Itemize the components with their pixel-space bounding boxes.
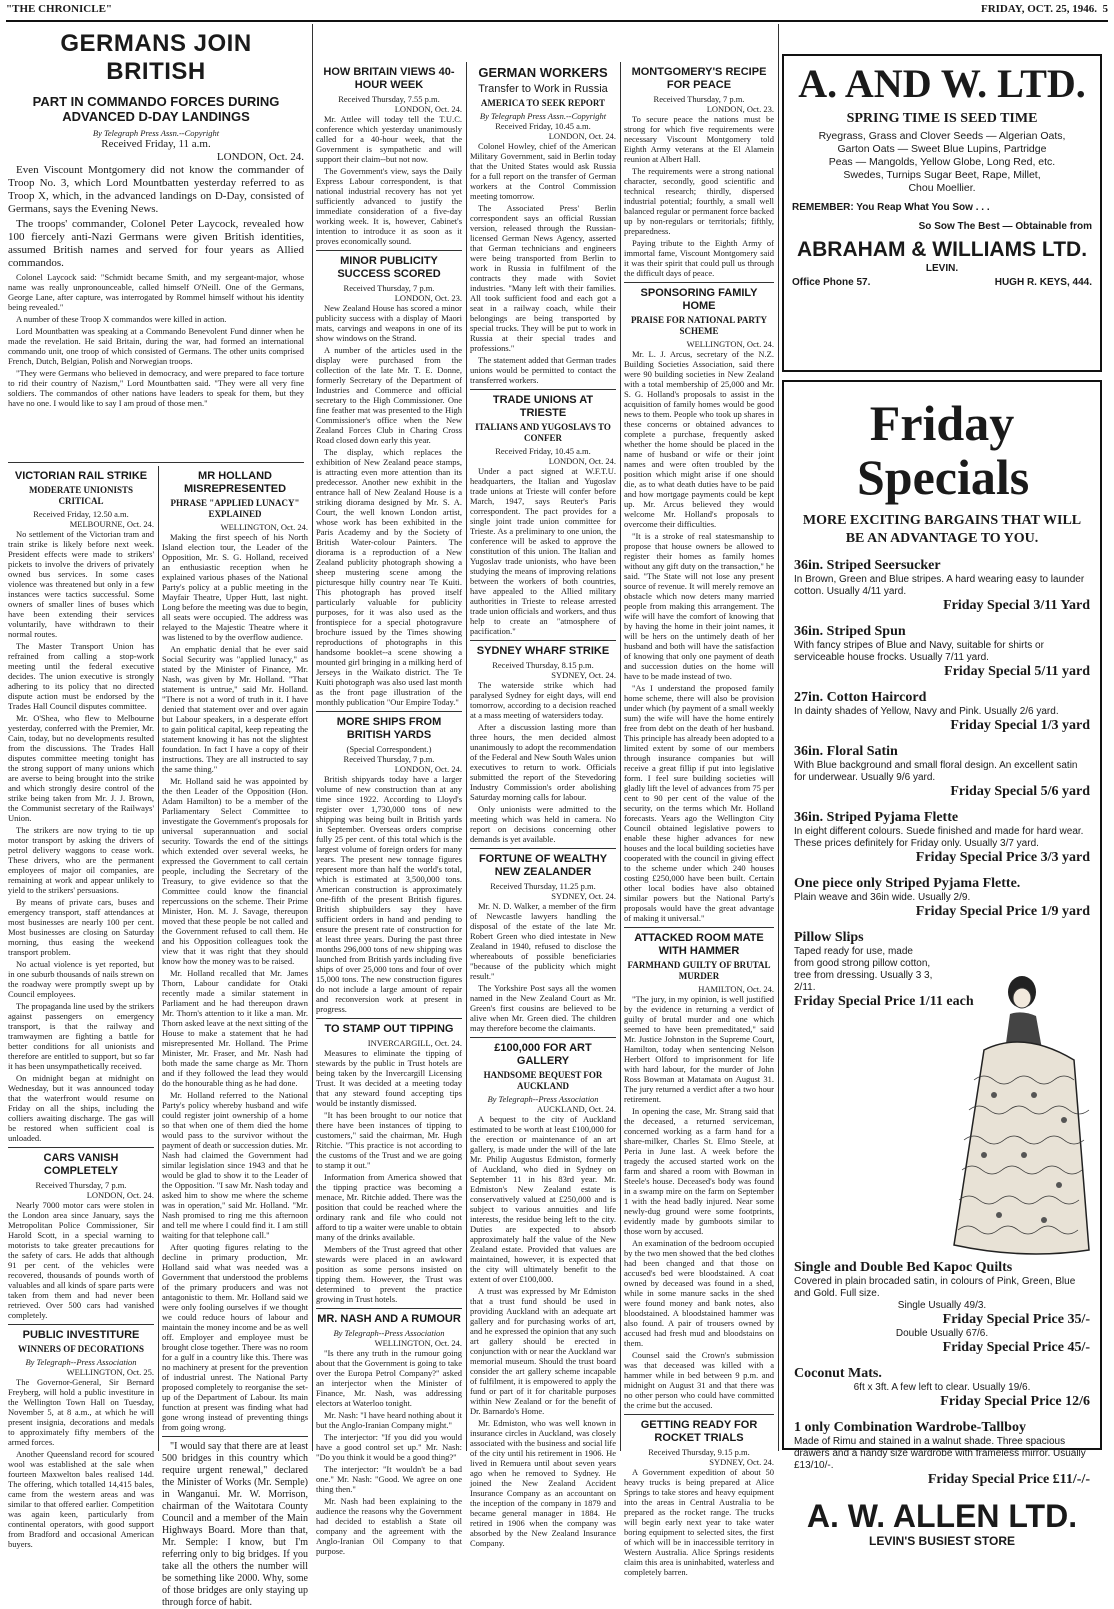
attacked-subhead: FARMHAND GUILTY OF BRUTAL MURDER	[627, 960, 771, 981]
fortyhour-headline: HOW BRITAIN VIEWS 40-HOUR WEEK	[323, 66, 455, 91]
divider	[470, 848, 616, 849]
railstrike-p5: By means of private cars, buses and emergency transport, staff attendances at most businesses are nearly 100 per cent. Most businesses are closing on Saturday morning, thus easing the weekend transport problem.	[8, 897, 154, 957]
attacked-p1: "The jury, in my opinion, is well justified by the evidence in returning a verdict of guilty of brutal murder and one which seemed to have been premeditated," said Mr. Justice Johnston in the Supreme Court, Hamilton, today when sentencing Nelson Herbert Olford to imprisonment for life with hard labour, for the murder of John Ross Bowman at Matamata on August 31. The jury returned a verdict after a two hour retirement.	[624, 994, 774, 1104]
specials-item-price: Friday Special Price 3/3 yard	[915, 850, 1090, 865]
seed-ad-line-4: Swedes, Turnips Sugar Beet, Rape, Millet,	[843, 169, 1041, 181]
holland-p5: Mr. Holland referred to the National Party's policy whereby husband and wife could register joint ownership of a home so that when one of them died the home would pass to the survivor without the payment of death or succession duties. Mr. Nash had claimed the Government had similar legislation since 1943 and that he would be glad to show it to the Leader of the Opposition. "I saw Mr. Nash today and asked him to show me where the scheme was in operation," said Mr. Holland. "Mr. Nash promised to ring me this afternoon and tell me where I could find it. I am still waiting for that telephone call."	[162, 1090, 308, 1240]
commando-p1: Even Viscount Montgomery did not know the commander of Troop No. 3, which Lord Mountbatten yesterday referred to as Troop X, which, in the advanced landings on D-Day, consisted of Germans, says the Evening News.	[8, 164, 304, 215]
specials-item	[794, 624, 1090, 680]
montgomery-p2: The requirements were a strong national character, secondly, good scientific and technical research; thirdly, dispersed industrial potential; fourthly, a small well balanced regular or permanent force backed up by non-regulars or territorials; fifthly, preparedness.	[624, 166, 774, 236]
fortune-p1: Mr. N. D. Walker, a member of the firm of Newcastle lawyers handling the disposal of the estate of the late Mr. Robert Green who died intestate in New Zealand in 1940, refused to disclose the whereabouts of possible beneficiaries "because of the publicity which might result."	[470, 901, 616, 981]
tipping-p4: Members of the Trust agreed that other stewards were placed in an awkward position as some persons insisted on tipping them. However, the Trust was determined to prevent the practice growing in Trust hotels.	[316, 1244, 462, 1304]
specials-item-price: Friday Special 3/11 Yard	[943, 598, 1090, 613]
germanworkers-p1: Colonel Howley, chief of the American Military Government, said in Berlin today that the United States would ask Russia for a full report on the transfer of German workers at the Control Commission meeting tomorrow.	[470, 141, 616, 201]
wharf-p1: The waterside strike which had paralysed Sydney for eight days, will end tomorrow, according to a decision reached at a mass meeting of watersiders today.	[470, 680, 616, 720]
germanworkers-subhead: Transfer to Work in Russia	[478, 83, 608, 95]
commando-rule	[8, 462, 304, 463]
fortune-dateline: SYDNEY, Oct. 24.	[551, 891, 616, 901]
trieste-subhead: ITALIANS AND YUGOSLAVS TO CONFER	[475, 422, 611, 443]
commando-received: Received Friday, 11 a.m.	[101, 138, 211, 150]
column-4	[470, 62, 616, 1548]
gallery-dateline: AUCKLAND, Oct. 24.	[536, 1104, 616, 1114]
wharf-headline: SYDNEY WHARF STRIKE	[476, 645, 610, 657]
divider	[316, 250, 462, 251]
nash-dateline: WELLINGTON, Oct. 24.	[374, 1338, 462, 1348]
holland-p3: Mr. Holland said he was appointed by the then Leader of the Opposition (Hon. Adam Hamilton) to be a member of the Parliamentary Select Committee to investigate the Government's proposals for universal superannuation and social security. Towards the end of the sittings which extended over several weeks, he expressed the Government to call certain people, including the Secretary of the Treasury, to give evidence so that the Committee could know the financial repercussions on the scheme. Their Prime Minister, Hon. M. J. Savage, thereupon moved that these people be not called and the Government refused to call them. He and his Opposition colleagues took the view that it was right that they should know how the money was to be raised.	[162, 776, 308, 966]
nash-byline: By Telegraph--Press Association	[333, 1328, 445, 1338]
commando-byline: By Telegraph Press Assn.--Copyright	[92, 128, 220, 138]
column-rule	[312, 24, 313, 1451]
railstrike-p2: The Master Transport Union has refrained from calling a stop-work meeting until the federal executive decides. The union executive is strongly adhering to its policy that no directed dispute action must be endorsed by the Trades Hall Council disputes committee.	[8, 641, 154, 711]
allen-store-name: A. W. ALLEN LTD.	[806, 1498, 1078, 1534]
seed-ad-line-2: Garton Oats — Sweet Blue Lupins, Partridge	[837, 143, 1047, 155]
railstrike-p1: No settlement of the Victorian tram and train strike is likely before next week. President effects were made to strikers' pickets to involve the drivers of privately owned bus services. In some cases violence was threatened but only in a few instances were tactics successful. Some owners of smaller lines of buses which have been extending their services voluntarily, have withdrawn to their normal routes.	[8, 529, 154, 639]
commando-article	[8, 24, 304, 470]
holland-dateline: WELLINGTON, Oct. 24.	[220, 522, 308, 532]
gallery-p1: A bequest to the city of Auckland estimated to be worth at least £100,000 for the erection or maintenance of an art gallery, is made under the will of the late Mr. Philip Augustus Edmiston, formerly of Auckland, who died in Sydney on September 11 in his 83rd year. Mr. Edmiston's New Zealand estate is conservatively valued at £250,000 and is subject to various annuities and life interests, the residue being left to the city. Duties are expected to absorb approximately half the value of the New Zealand estate. Provided that values are maintained, however, it is expected that the city will ultimately benefit to the extent of over £100,000.	[470, 1114, 616, 1284]
seed-ad-phone: Office Phone 57.	[792, 277, 871, 288]
column-rule	[158, 466, 159, 1451]
sponsoring-p2: "It is a stroke of real statesmanship to propose that house owners be allowed to register their homes as family homes without any gift duty on the transaction," he said. "The State will not lose any present source of revenue. It will merely remove an obstacle which now deters many married people from making this arrangement. The wife will have the comfort of knowing that by having the home in their joint names, it will be hers on the untimely death of her husband and both will have the satisfaction of knowing that only one payment of death and succession duties on the home will have to be made instead of two.	[624, 531, 774, 681]
nash-p2: Mr. Nash: "I have heard nothing about it but the Anglo-Iranian Company might."	[316, 1410, 462, 1430]
germanworkers-subhead2: AMERICA TO SEEK REPORT	[480, 98, 606, 108]
nash-p3: The interjector: "If you did you would have a good control set up." Mr. Nash: "Do you think it would be a good thing?"	[316, 1432, 462, 1462]
specials-item	[794, 558, 1090, 614]
fortyhour-received: Received Thursday, 7.55 p.m.	[338, 94, 440, 104]
ships-received: Received Thursday, 7 p.m.	[343, 754, 435, 764]
specials-item-desc: With fancy stripes of Blue and Navy, suitable for shirts or serviceable house frocks. Usually 7/11 yard.	[794, 640, 1044, 663]
ships-headline: MORE SHIPS FROM BRITISH YARDS	[336, 716, 442, 741]
sponsoring-dateline: WELLINGTON, Oct. 24.	[686, 339, 774, 349]
specials-item-name: 36in. Floral Satin	[794, 744, 898, 759]
divider	[8, 1147, 154, 1148]
sponsoring-headline: SPONSORING FAMILY HOME	[640, 287, 758, 312]
specials-item-price: Friday Special 1/3 yard	[950, 718, 1090, 733]
column-3	[316, 62, 462, 1556]
publicity-p3: The display, which replaces the exhibition of New Zealand peace stamps, is attracting even more attention than its predecessor. Another new exhibit in the entrance hall of New Zealand House is a striking diorama designed by Mr. S. A. Court, the well known London artist, whose work has been exhibited in the Paris Academy and by the Society of British Water-colour Painters. The diorama is a reproduction of a New Zealand publicity photograph showing a sheep mustering scene among the picturesque hilly country near Te Kuiti. This photograph has proved itself particularly valuable for publicity purposes, for it was also used as the frontispiece for a special photogravure brochure issued by the Times showing reproductions of photographs in this handsome booklet--a scene showing a mounted girl bringing in a milking herd of Jerseys in the Waikato district. The Te Kuiti photograph was also used last month as the front page illustration of the monthly publication "Our Empire Today."	[316, 447, 462, 707]
quilt-double: Double Usually 67/6.	[895, 1328, 989, 1339]
column-rule	[466, 62, 467, 1451]
nash-headline: MR. NASH AND A RUMOUR	[317, 1313, 461, 1325]
pillow-desc: Taped ready for use, made from good strong pillow cotton, tree from dressing. Usually 3 3, 2/11.	[794, 946, 933, 993]
cars-p1: Nearly 7000 motor cars were stolen in the London area since January, says the Metropolitan Police Commissioner, Sir Harold Scott, in a special warning to motorists to take greater precautions for the safety of cars. He adds that although 91 per cent. of the vehicles were recovered, thousands of pounds worth of valuables and all kinds of spare parts were taken from them and had never been retrieved. Over 500 cars had vanished completely.	[8, 1200, 154, 1320]
seed-ad-line-1: Ryegrass, Grass and Clover Seeds — Algerian Oats,	[818, 130, 1066, 142]
specials-item-desc: In dainty shades of Yellow, Navy and Pink. Usually 2/6 yard.	[794, 706, 1059, 717]
publicity-p2: A number of the articles used in the display were purchased from the collection of the late Mr. T. E. Donne, formerly Secretary of the Department of Industries and Commerce and official secretary to the High Commissioner. One fine feather mat was presented to the High Commissioner's office when the New Zealand Forces Club in Charing Cross Road closed down early this year.	[316, 345, 462, 445]
seed-ad-remind-2: So Sow The Best — Obtainable from	[918, 221, 1092, 232]
specials-item-desc: In eight different colours. Suede finished and made for hard wear. These prices definitely for Friday only. Usually 3/7 yard.	[794, 826, 1084, 849]
rocket-headline: GETTING READY FOR ROCKET TRIALS	[640, 1419, 758, 1444]
cars-received: Received Thursday, 7 p.m.	[35, 1180, 127, 1190]
specials-item-name: One piece only Striped Pyjama Flette.	[794, 876, 1021, 891]
nash-p5: Mr. Nash had been explaining to the audience the reasons why the Government had decided to establish a State oil company and the agreement with the Anglo-Iranian Oil Company to that purpose.	[316, 1496, 462, 1556]
nash-p4: The interjector: "It wouldn't be a bad one." Mr. Nash: "Good. We agree on one thing then."	[316, 1464, 462, 1494]
specials-item-price: Friday Special Price 1/9 yard	[915, 904, 1090, 919]
column-rule	[620, 62, 621, 1451]
wharf-p2: After a discussion lasting more than three hours, the men decided almost unanimously to adopt the recommendation of the Federal and New South Wales union executives to return to work. Officials submitted the report of the Stevedoring Industry Commission's order abolishing Saturday morning calls for labour.	[470, 722, 616, 802]
specials-lower-block	[794, 930, 1090, 1260]
divider	[316, 1018, 462, 1019]
quilt-item	[794, 1260, 1090, 1356]
railstrike-dateline: MELBOURNE, Oct. 24.	[69, 519, 154, 529]
gallery-p3: Mr. Edmiston, who was well known in insurance circles in Auckland, was closely associated with the business and social life of the city until his retirement in 1906. He lived in Remuera until about seven years ago when he removed to Sydney. He joined the New Zealand Accident Insurance Company as an accountant on the inception of the company in 1879 and became general manager in 1884. He retired in 1906 when the company was absorbed by the New Zealand Insurance Company.	[470, 1418, 616, 1548]
specials-item-desc: With Blue background and small floral design. An excellent satin for underwear. Usually 9/6 yard.	[794, 760, 1078, 783]
germanworkers-headline: GERMAN WORKERS	[478, 65, 608, 80]
specials-item-desc: Plain weave and 36in wide. Usually 2/9.	[794, 892, 971, 903]
pillow-name: Pillow Slips	[794, 930, 864, 945]
investiture-dateline: WELLINGTON, Oct. 25.	[66, 1367, 154, 1377]
wharf-p3: Only unionists were admitted to the meeting which was held in camera. No report on decisions concerning other demands is yet available.	[470, 804, 616, 844]
fortune-p2: The Yorkshire Post says all the women named in the New Zealand Court as Mr. Green's first cousins are believed to be alive when Mr. Green died. The children may therefore become the claimants.	[470, 983, 616, 1033]
montgomery-headline: MONTGOMERY'S RECIPE FOR PEACE	[631, 66, 767, 91]
mats-item	[794, 1366, 1090, 1410]
gallery-subhead: HANDSOME BEQUEST FOR AUCKLAND	[483, 1070, 603, 1091]
rocket-p1: A Government expedition of about 50 heavy trucks is being prepared at Alice Springs to take stores and heavy equipment into the areas in Central Australia to be prepared as the rocket range. The trucks will begin early next year to take water boring equipment to selected sites, the first of which will be in inaccessible territory in Western Australia. Alice Springs residents claim this area is uninhabited, waterless and completely barren.	[624, 1467, 774, 1577]
divider	[470, 389, 616, 390]
masthead	[6, 3, 1108, 19]
tallboy-price: Friday Special Price £11/-/-	[927, 1472, 1090, 1487]
seed-ad-line-5: Chou Moellier.	[908, 182, 976, 194]
fortune-received: Received Thursday, 11.25 p.m.	[490, 881, 596, 891]
commando-p4: A number of these Troop X commandos were killed in action.	[16, 314, 227, 324]
investiture-subhead: WINNERS OF DECORATIONS	[17, 1344, 145, 1354]
specials-title: Friday Specials	[857, 395, 1030, 505]
tipping-p3: Information from America showed that the tipping practice was becoming a menace, Mr. Ritchie added. There was the position that could be reached where the ordinary rank and file who could not afford to tip a waiter were unable to obtain many of the drinks available.	[316, 1172, 462, 1242]
gallery-p2: A trust was expressed by Mr Edmiston that a trust fund should be used in providing Auckland with an adequate art gallery and for purchasing works of art, and he expressed the opinion that any such art gallery should be erected in conjunction with or near the Auckland war memorial museum. Should the trust board consider the art gallery scheme incapable of fulfilment, it is empowered to apply the fund or part of it for charitable purposes within New Zealand or for the benefit of Dr. Barnardo's Home.	[470, 1286, 616, 1416]
investiture-headline: PUBLIC INVESTITURE	[22, 1329, 140, 1341]
attacked-dateline: HAMILTON, Oct. 24.	[698, 984, 774, 994]
divider	[316, 711, 462, 712]
column-2	[162, 466, 308, 1608]
mats-desc: 6ft x 3ft. A few left to clear. Usually 19/6.	[853, 1382, 1031, 1393]
mats-name: Coconut Mats.	[794, 1366, 882, 1381]
germanworkers-received: Received Friday, 10.45 a.m.	[495, 121, 591, 131]
railstrike-p4: The strikers are now trying to tie up motor transport by asking the drivers of petrol delivery waggons to cease work. These drivers, who are the permanent employees of major oil companies, are remaining at work and appear unlikely to yield to the strikers' persuasions.	[8, 825, 154, 895]
attacked-p4: Counsel said the Crown's submission was that deceased was killed with a hammer while in bed between 9 p.m. and midnight on August 31 and that there was no other person who could have committed the crime but the accused.	[624, 1350, 774, 1410]
attacked-headline: ATTACKED ROOM MATE WITH HAMMER	[634, 932, 764, 957]
ships-p1: British shipyards today have a larger volume of new construction than at any time since 1922. According to Lloyd's register over 1,730,000 tons of new shipping was being built in British yards in September. Overseas orders comprise fully 25 per cent. of this total which is the largest volume of foreign orders for many years. The present new tonnage figures represent more than half the world's total, which is estimated at 3,500,000 tons. American construction is approximately one-fifth of the present British figures. British shipbuilders say they have sufficient orders in hand and pending to ensure the present rate of construction for at least three years. During the past three months 296,000 tons of new shipping was launched from British yards including five ships of over 25,000 tons and four of over 15,000 tons. The new construction figures do not include a large amount of repair and reconversion work at present in progress.	[316, 774, 462, 1014]
germanworkers-p2: The Associated Press' Berlin correspondent says an official Russian version, released through the Russian-licensed German News Agency, asserted that German technicians and engineers were being transported from Berlin to work in Russia in fulfilment of the contracts they made with Soviet industries. "Many left with their families. All took sufficient food and each got a seat in a railway coach, while their belongings are being transported by special trucks. They will be put to work in Russia at their special trades and professions."	[470, 203, 616, 353]
germanworkers-dateline: LONDON, Oct. 24.	[548, 131, 616, 141]
specials-item-name: 27in. Cotton Haircord	[794, 690, 927, 705]
investiture-byline: By Telegraph--Press Association	[25, 1357, 137, 1367]
seed-ad-store: ABRAHAM & WILLIAMS LTD.	[796, 238, 1088, 261]
commando-dateline: LONDON, Oct. 24.	[216, 151, 304, 163]
commando-subhead: PART IN COMMANDO FORCES DURING ADVANCED D-DAY LANDINGS	[32, 94, 280, 124]
rocket-received: Received Thursday, 9.15 p.m.	[648, 1447, 750, 1457]
quilt-name: Single and Double Bed Kapoc Quilts	[794, 1260, 1013, 1275]
divider	[316, 1308, 462, 1309]
specials-item-price: Friday Special 5/11 yard	[944, 664, 1090, 679]
railstrike-subhead: MODERATE UNIONISTS CRITICAL	[28, 485, 134, 506]
specials-item-desc: In Brown, Green and Blue stripes. A hard wearing easy to launder cotton. Usually 4/11 yard.	[794, 574, 1085, 597]
woman-with-quilt-illustration	[944, 970, 1094, 1260]
commando-p5: Lord Mountbatten was speaking at a Commando Benevolent Fund dinner when he made the revelation. He said Britain, during the war, had formed an international commando unit, one troop of which consisted of Germans. The other units comprised French, Dutch, Belgian, Polish and Norwegian troops.	[8, 326, 304, 366]
divider	[470, 1037, 616, 1038]
specials-item	[794, 690, 1090, 734]
tipping-p2: "It has been brought to our notice that there have been instances of tipping to customers," said the chairman, Mr. Hugh Ritchie. "This practice is not according to the customs of the Trust and we are going to stamp it out."	[316, 1110, 462, 1170]
publicity-p1: New Zealand House has scored a minor publicity success with a display of Maori mats, carvings and weapons in one of its show windows on the Strand.	[316, 303, 462, 343]
divider	[470, 640, 616, 641]
wharf-received: Received Thursday, 8.15 p.m.	[492, 660, 594, 670]
holland-p1: Making the first speech of his North Island election tour, the Leader of the Opposition, Mr. S. G. Holland, received an enthusiastic reception when he explained various phases of the National Party's policy at a public meeting in the Mayfair Theatre, Upper Hutt, last night. Long before the meeting was due to begin, all seats were occupied. The address was relayed to the Majestic Theatre where it was listened to by the overflow audience.	[162, 532, 308, 642]
page-date: FRIDAY, OCT. 25, 1946. 5	[980, 3, 1108, 15]
tipping-dateline: INVERCARGILL, Oct. 24.	[367, 1038, 462, 1048]
divider	[162, 1436, 308, 1437]
railstrike-headline: VICTORIAN RAIL STRIKE	[14, 470, 148, 482]
commando-p6: "They were Germans who believed in democracy, and were prepared to face torture to rid their country of Nazism," Lord Mountbatten said. "They were all very fine soldiers. The commandos of other nations have leaders to speak for them, but they have no one. I would like to say I am proud of those men."	[8, 368, 304, 408]
holland-subhead: PHRASE "APPLIED LUNACY" EXPLAINED	[170, 498, 300, 519]
sponsoring-p1: Mr. L. J. Arcus, secretary of the N.Z. Building Societies Association, said there were 90 building societies in New Zealand with a total membership of 25,000 and Mr. S. G. Holland's proposals to assist in the acquisition of family homes would be good news to them. People who took up shares in these concerns or obtained advances to complete a purchase, frequently asked whether the home should be placed in the name of husband or wife or their joint names and were often troubled by the position which might arise if one should die, as to what death duties have to be paid and how mortgage payments could be kept up. Mr. Arcus believed they would welcome Mr. Holland's proposals to overcome their difficulties.	[624, 349, 774, 529]
seed-ad-slogan: SPRING TIME IS SEED TIME	[846, 111, 1038, 126]
seed-ad-remind-1: REMEMBER: You Reap What You Sow . . .	[792, 202, 990, 213]
seed-ad-line-3: Peas — Mangolds, Yellow Globe, Long Red, etc.	[828, 156, 1056, 168]
trieste-headline: TRADE UNIONS AT TRIESTE	[492, 394, 594, 419]
nash-p1: "Is there any truth in the rumour going about that the Government is going to take over the Europa Petrol Company?" asked an interjector when the Minister of Finance, Mr. Nash, was addressing electors at Waterloo tonight.	[316, 1348, 462, 1408]
fortyhour-p2: The Government's view, says the Daily Express Labour correspondent, is that national industrial recovery has not yet sufficiently advanced to justify the immediate consideration of a five-day working week. It is, however, Cabinet's intention to introduce it as soon as it proves economically sound.	[316, 166, 462, 246]
specials-item-name: 36in. Striped Pyjama Flette	[794, 810, 959, 825]
sponsoring-p3: "As I understand the proposed family home scheme, there will also be provision under which (by payment of a small weekly sum) the wife will have the home entirely free from debt on the death of her husband. This principle has already been adopted to a limited extent by some of our members through insurance companies but will receive a great fillip if put into legislative form. I feel sure building societies will gladly lift the level of advances from 75 per cent to 90 per cent of the value of the security, on the terms which Mr. Holland forecasts. Years ago the Wellington City Council obtained legislative powers to enable these higher advances for new houses and the local building societies have cooperated with the council in giving effect to the scheme under which 240 houses costing £250,000 have been built. Certain other local bodies have also obtained similar powers but the National Party's proposals would have the great advantage of making it universal."	[624, 683, 774, 923]
rocket-dateline: SYDNEY, Oct. 24.	[709, 1457, 774, 1467]
specials-item-name: 36in. Striped Spun	[794, 624, 906, 639]
specials-item	[794, 876, 1090, 920]
specials-item	[794, 810, 1090, 866]
fortune-headline: FORTUNE OF WEALTHY NEW ZEALANDER	[478, 853, 608, 878]
publicity-dateline: LONDON, Oct. 23.	[394, 293, 462, 303]
specials-item-price: Friday Special 5/6 yard	[950, 784, 1090, 799]
ships-byline: (Special Correspondent.)	[346, 744, 432, 754]
holland-p2: An emphatic denial that he ever said Social Security was "applied lunacy," as stated by the Minister of Finance, Mr. Nash, was given by Mr. Holland. "That statement is untrue," said Mr. Holland. "There is not a word of truth in it. I have denied that statement over and over again but Labour speakers, in a desperate effort to gain political capital, keep repeating the statement knowing it has not the slightest foundation. In fact I have a copy of their instructions. They are all instructed to say the same thing."	[162, 644, 308, 774]
fortyhour-p1: Mr. Attlee will today tell the T.U.C. conference which yesterday unanimously called for a 40-hour week, that the Government is sympathetic and will support their claim--but not now.	[316, 114, 462, 164]
wharf-dateline: SYDNEY, Oct. 24.	[551, 670, 616, 680]
railstrike-received: Received Friday, 12.50 a.m.	[33, 509, 129, 519]
attacked-p3: An examination of the bedroom occupied by the two men showed that the bed clothes had been changed and that those on accused's bed were bloodstained. A coat owned by deceased was found in a shed, while in some manure sacks in the shed were found money and bank notes, also bloodstained. A bloodstained hammer was also found. A pair of trousers owned by accused had fresh mud and bloodstains on them.	[624, 1238, 774, 1348]
montgomery-p3: Paying tribute to the Eighth Army of immortal fame, Viscount Montgomery said it was their spirit that could pull us through the difficult days of peace.	[624, 238, 774, 278]
quilt-desc: Covered in plain brocaded satin, in colours of Pink, Green, Blue and Gold. Full size.	[794, 1276, 1076, 1299]
paper-name: "THE CHRONICLE"	[6, 3, 113, 15]
divider	[8, 1324, 154, 1325]
trieste-p1: Under a pact signed at W.F.T.U. headquarters, the Italian and Yugoslav trade unions at Trieste will confer before March, 1947, says Reuter's Paris correspondent. The pact provides for a single joint trade union committee for Trieste. As a preliminary to one union, the conference will be asked to approve the constitution of this union. The Italian and Yugoslav trade unionists, who have been studying the means of improving relations between the workers of both countries, have appealed to the Allied military authorities in Trieste to release arrested trade union officials and workers, and thus help to create an "atmosphere of pacification."	[470, 466, 616, 636]
commando-headline: GERMANS JOIN BRITISH	[60, 30, 252, 85]
divider	[624, 927, 774, 928]
montgomery-p1: To secure peace the nations must be strong for which five requirements were necessary Viscount Montgomery told Eighth Army veterans at the El Alamein reunion at Albert Hall.	[624, 114, 774, 164]
divider	[624, 282, 774, 283]
allen-store-tagline: LEVIN'S BUSIEST STORE	[869, 1534, 1015, 1548]
sponsoring-subhead: PRAISE FOR NATIONAL PARTY SCHEME	[630, 315, 768, 336]
gallery-byline: By Telegraph--Press Association	[487, 1094, 599, 1104]
germanworkers-p3: The statement added that German trades unions would be permitted to contact the transferred workers.	[470, 355, 616, 385]
seed-ad-agent: HUGH R. KEYS, 444.	[994, 277, 1092, 288]
masthead-rule	[6, 20, 1108, 22]
railstrike-p3: Mr. O'Shea, who flew to Melbourne yesterday, conferred with the Premier, Mr. Cain, today, but no developments resulted from the discussions. The Trades Hall disputes committee meeting tonight has the strong support of many unions which are averse to being brought into the strike and which strongly desire control of the strike being taken from Mr. J. J. Brown, the Communist secretary of the Railways' Union.	[8, 713, 154, 823]
tallboy-name: 1 only Combination Wardrobe-Tallboy	[794, 1420, 1026, 1435]
holland-p6: After quoting figures relating to the decline in primary production, Mr. Holland said what was needed was a Government that understood the problems of the primary producers and was not antagonistic to them. Mr. Holland said we were only fooling ourselves if we thought we could reduce hours of labour and maintain the money income and be as well off. Employer and employee must be brought close together. There was no room for a gulf in a country like this. There was no machinery at present for the prevention of industrial unrest. The National Party proposed completely to reorganise the set-up of the Department of Labour. Its main function at present was finding what had gone wrong instead of preventing things from going wrong.	[162, 1242, 308, 1432]
quilt-double-price: Friday Special Price 45/-	[942, 1340, 1090, 1355]
seed-ad-town: LEVIN.	[925, 263, 959, 274]
railstrike-p7: The propaganda line used by the strikers against passengers on emergency transport, is that the railway and tramwaymen are fighting a battle for better conditions for all unionists and therefore are entitled to support, but so far it has been unsympathetically received.	[8, 1001, 154, 1071]
commando-p2: The troops' commander, Colonel Peter Laycock, revealed how 100 fiercely anti-Nazi Germans were given British identities, assumed British names and served for four years as Allied commandos.	[8, 218, 304, 269]
friday-specials-advertisement	[782, 380, 1102, 1548]
ships-dateline: LONDON, Oct. 24.	[394, 764, 462, 774]
trieste-dateline: LONDON, Oct. 24.	[548, 456, 616, 466]
cars-dateline: LONDON, Oct. 24.	[86, 1190, 154, 1200]
specials-intro: MORE EXCITING BARGAINS THAT WILL BE AN ADVANTAGE TO YOU.	[802, 513, 1082, 546]
publicity-received: Received Thursday, 7 p.m.	[343, 283, 435, 293]
mats-price: Friday Special Price 12/6	[940, 1394, 1090, 1409]
quilt-single-price: Friday Special Price 35/-	[942, 1312, 1090, 1327]
tipping-p1: Measures to eliminate the tipping of stewards by the public in Trust hotels are being taken by the Invercargill Licensing Trust. It was decided at a meeting today that any steward found accepting tips would be instantly dismissed.	[316, 1048, 462, 1108]
holland-headline: MR HOLLAND MISREPRESENTED	[183, 470, 287, 495]
fortyhour-dateline: LONDON, Oct. 24.	[394, 104, 462, 114]
railstrike-p8: On midnight began at midnight on Wednesday, but it was announced today that the waterfront would resume on Friday on all the ships, including the colliers awaiting discharge. The gas will be restored when sufficient coal is unloaded.	[8, 1073, 154, 1143]
seed-advertisement	[782, 54, 1102, 372]
germanworkers-byline: By Telegraph Press Assn.--Copyright	[479, 111, 607, 121]
column-1	[8, 466, 154, 1549]
railstrike-p6: No actual violence is yet reported, but in one suburb thousands of nails strewn on the roadway were promptly swept up by Council employees.	[8, 959, 154, 999]
tallboy-desc: Made of Rimu and stained in a walnut shade. Three spacious drawers and a handy size wardrobe with frameless mirror. Usually £13/10/-.	[794, 1436, 1086, 1471]
montgomery-dateline: LONDON, Oct. 23.	[706, 104, 774, 114]
tallboy-item	[794, 1420, 1090, 1488]
tipping-headline: TO STAMP OUT TIPPING	[324, 1023, 454, 1035]
pillow-price: Friday Special Price 1/11 each	[794, 994, 974, 1009]
column-5	[624, 62, 774, 1577]
holland-p7: "I would say that there are at least 500 bridges in this country which require urgent renewal," declared the Minister of Works (Mr. Semple) in Wanganui. Mr. W. Morrison, chairman of the Waitotara County Council and a member of the Main Highways Board. More than that, Mr. Semple: I know, but I'm referring only to big bridges. If you take all the others the number will be something like 2000. Why, some of those bridges are only staying up through force of habit.	[162, 1441, 308, 1608]
montgomery-received: Received Thursday, 7 p.m.	[653, 94, 745, 104]
specials-items	[794, 558, 1090, 920]
divider	[624, 1414, 774, 1415]
attacked-p2: In opening the case, Mr. Strang said that the deceased, a returned serviceman, concerned working as a farm hand for a share-milker, Charles St. Elmo Steele, at Peria in June last. A week before the tragedy the accused started work on the farm and shared a room with Bowman in Steele's house. Deceased's body was found in a swamp mire on the farm on September 1 with the head badly injured. Near some newly-dug ground were some footprints, evidently made by gumboots similar to those worn by accused.	[624, 1106, 774, 1236]
quilt-single: Single Usually 49/3.	[897, 1300, 987, 1311]
seed-ad-brand: A. AND W. LTD.	[798, 61, 1086, 106]
holland-p4: Mr. Holland recalled that Mr. James Thorn, Labour candidate for Otaki recently made a similar statement in Parliament and he had thereupon drawn Mr. Thorn's attention to it like a man. Mr. Thorn asked leave at the next sitting of the House to make a statement that he had misrepresented Mr. Holland. The Prime Minister, Mr. Fraser, and Mr. Nash had both made the same charge as Mr. Thorn and if they followed the lead they would do the honourable thing as he had done.	[162, 968, 308, 1088]
seed-ad-contacts	[792, 277, 1092, 288]
specials-item-name: 36in. Striped Seersucker	[794, 558, 941, 573]
publicity-headline: MINOR PUBLICITY SUCCESS SCORED	[337, 255, 441, 280]
specials-item	[794, 744, 1090, 800]
investiture-p2: Another Queensland record for scoured wool was established at the sale when fourteen Maxwelton bales realised 14d. The offering, which totalled 14,415 bales, came from the western areas and was similar to that offered earlier. Competition was again keen, particularly from continental operators, with good support from Bradford and occasional American buyers.	[8, 1449, 154, 1549]
cars-headline: CARS VANISH COMPLETELY	[43, 1152, 119, 1177]
investiture-p1: The Governor-General, Sir Bernard Freyberg, will hold a public investiture in the Wellington Town Hall on Tuesday, November 5, at 8 a.m., at which he will present insignia, decorations and medals to approximately fifty members of the armed forces.	[8, 1377, 154, 1447]
trieste-received: Received Friday, 10.45 a.m.	[495, 446, 591, 456]
gallery-headline: £100,000 FOR ART GALLERY	[494, 1042, 592, 1067]
commando-p3: Colonel Laycock said: "Schmidt became Smith, and my sergeant-major, whose name was really unpronounceable, called himself O'Neill. One of the Germans, George Lane, after capture, was interrogated by Rommel himself without his identity being revealed."	[8, 272, 304, 312]
column-rule	[778, 24, 779, 1451]
